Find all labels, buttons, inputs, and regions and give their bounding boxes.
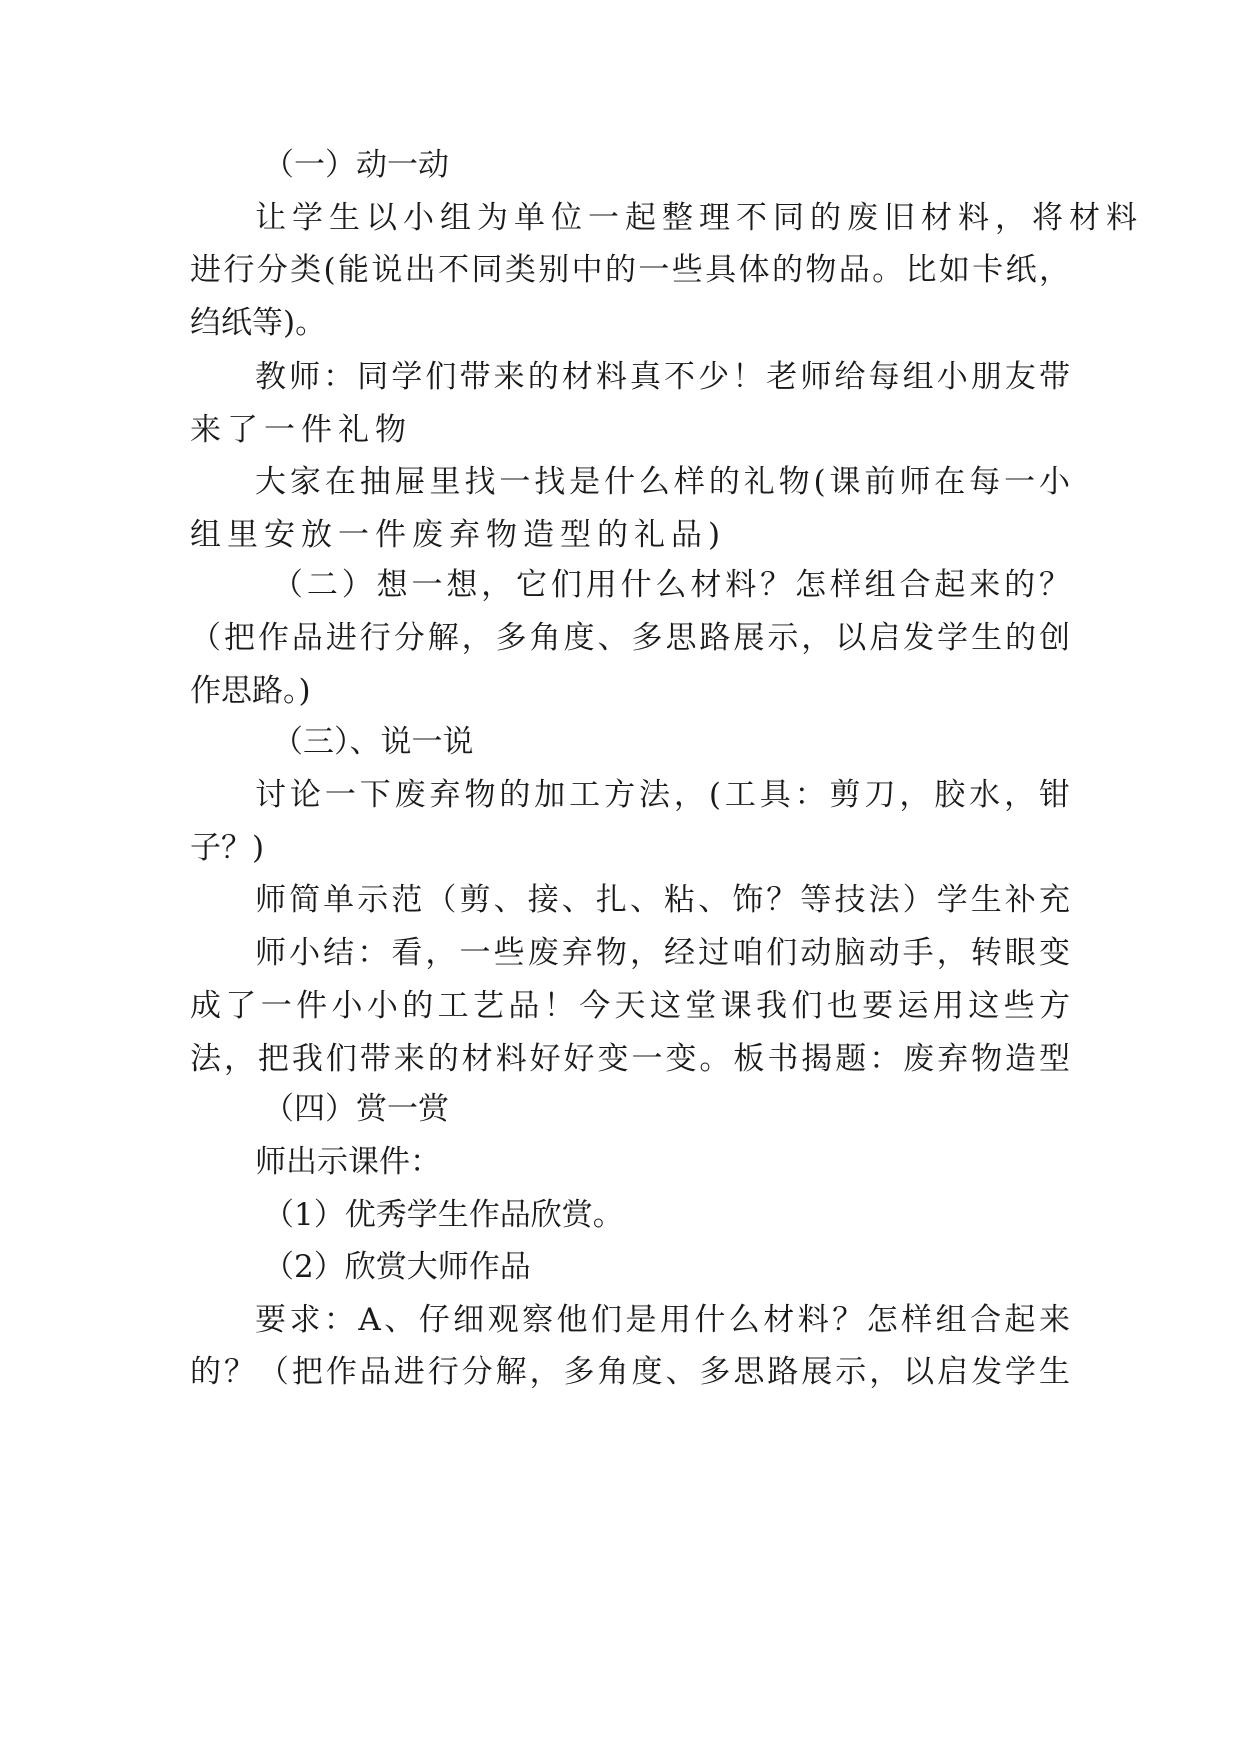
paragraph-line: 讨论一下废弃物的加工方法，(工具：剪刀，胶水，钳 [255, 777, 1070, 813]
list-item: （2）欣赏大师作品 [263, 1249, 531, 1285]
heading-section-1: （一）动一动 [263, 147, 449, 183]
heading-section-4: （四）赏一赏 [263, 1091, 449, 1127]
heading-section-2: （二）想一想，它们用什么材料？怎样组合起来的？ [272, 567, 1070, 603]
paragraph-line: 教师：同学们带来的材料真不少！老师给每组小朋友带 [255, 359, 1070, 395]
paragraph-line: 成了一件小小的工艺品！今天这堂课我们也要运用这些方 [190, 988, 1070, 1024]
paragraph-line: 法，把我们带来的材料好好变一变。板书揭题：废弃物造型 [190, 1041, 1070, 1077]
paragraph-line: 组里安放一件废弃物造型的礼品) [190, 517, 727, 553]
paragraph-line: 师出示课件： [255, 1144, 441, 1180]
paragraph-line: 子？) [190, 830, 265, 866]
list-item: （1）优秀学生作品欣赏。 [263, 1197, 624, 1233]
paragraph-line: 的？（把作品进行分解，多角度、多思路展示，以启发学生 [190, 1354, 1070, 1390]
paragraph-line: 作思路。) [190, 673, 311, 709]
paragraph-line: 大家在抽屉里找一找是什么样的礼物(课前师在每一小 [255, 464, 1070, 500]
heading-section-3: （三）、说一说 [272, 724, 474, 760]
paragraph-line: 要求：A、仔细观察他们是用什么材料？怎样组合起来 [255, 1302, 1070, 1338]
paragraph-line: 来了一件礼物 [190, 412, 412, 448]
paragraph-line: 让学生以小组为单位一起整理不同的废旧材料，将材料 [255, 200, 1143, 236]
paragraph-line: 进行分类(能说出不同类别中的一些具体的物品。比如卡纸， [190, 252, 1070, 288]
paragraph-line: 师小结：看，一些废弃物，经过咱们动脑动手，转眼变 [255, 935, 1070, 971]
paragraph-line: 绉纸等)。 [190, 305, 327, 341]
paragraph-line: （把作品进行分解，多角度、多思路展示，以启发学生的创 [190, 620, 1070, 656]
paragraph-line: 师简单示范（剪、接、扎、粘、饰？等技法）学生补充 [255, 882, 1070, 918]
